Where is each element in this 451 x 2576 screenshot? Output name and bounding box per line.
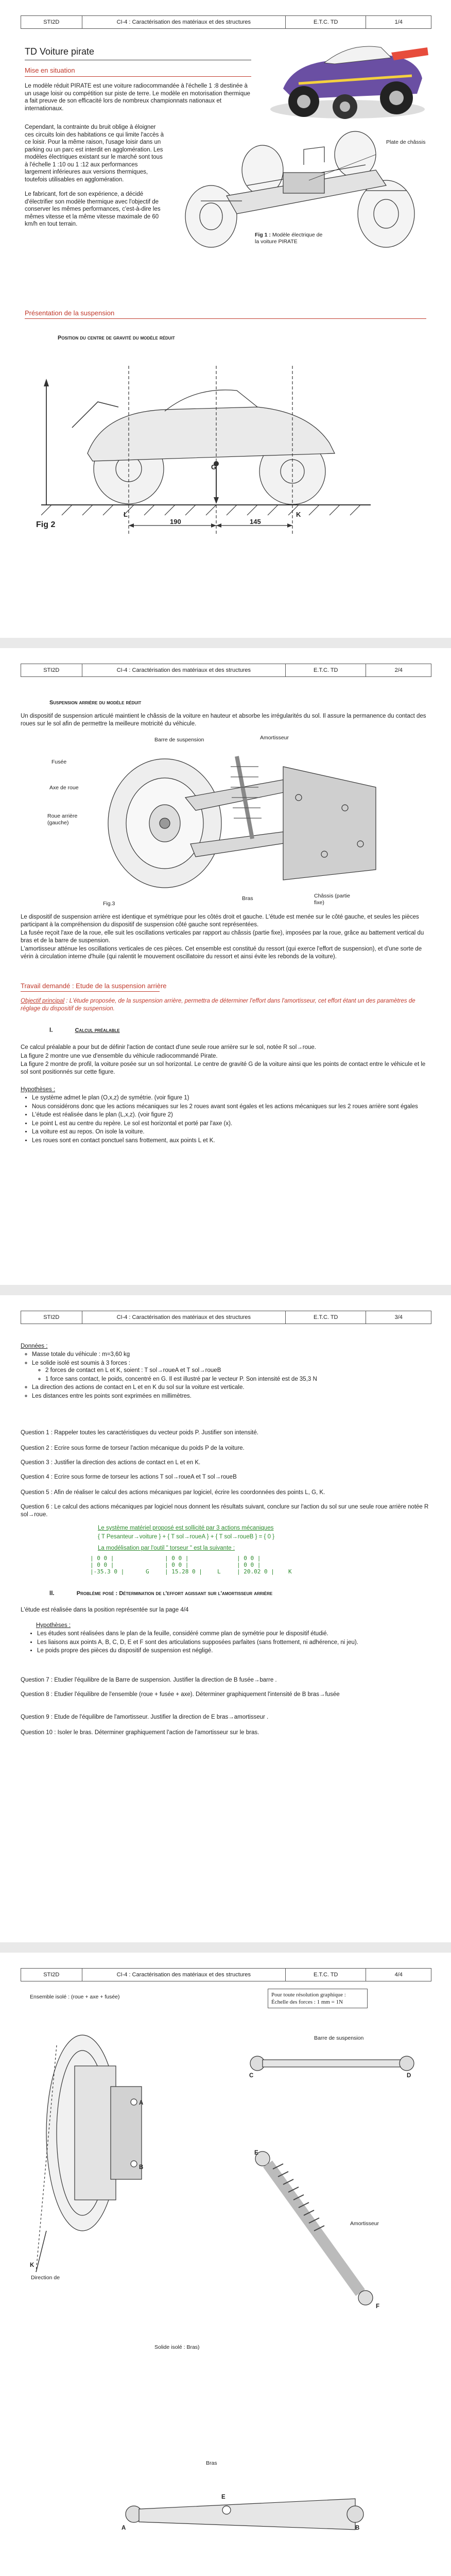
torsor-row: | 20.02 0 | xyxy=(237,1568,274,1575)
suspension-bar-drawing xyxy=(242,2035,427,2081)
point-l-label: L xyxy=(124,511,128,518)
hypotheses-title: Hypothèses : xyxy=(21,1087,56,1093)
calc-paragraph-3: La figure 2 montre de profil, la voiture posée sur un sol horizontal. Le centre de gravité G de la voiture ainsi que les points de contact entre le véhicule et le sol sont positionnés sur cette figure. xyxy=(21,1061,426,1075)
question-3: Question 3 : Justifier la direction des actions de contact en L et en K. xyxy=(21,1460,201,1466)
label-wheel-axle: Axe de roue xyxy=(49,785,79,791)
page-header xyxy=(21,15,431,29)
header-chapter: CI-4 : Caractérisation des matériaux et des structures xyxy=(82,664,286,676)
torsor-row: | 0 0 | xyxy=(165,1555,189,1562)
page-1 xyxy=(0,0,451,638)
figure-3-label: Fig.3 xyxy=(103,901,115,907)
page-header xyxy=(21,1311,431,1324)
suspension-paragraph-1: Le dispositif de suspension arrière est identique et symétrique pour les côtés droit et gauche. L'étude est menée sur le côté gauche, et seules les pièces participant à la compréhension du dispositif de suspension côté gauche sont représentées. xyxy=(21,914,419,928)
question-1: Question 1 : Rappeler toutes les caractéristiques du vecteur poids P. Justifier son intensité. xyxy=(21,1430,258,1436)
dimension-190: 190 xyxy=(170,518,181,526)
preliminary-calc xyxy=(21,1044,432,1083)
torsor-row: | 0 0 | xyxy=(237,1562,261,1568)
calc-paragraph-1: Ce calcul préalable a pour but de définir l'action de contact d'une seule roue arrière sur le sol, notée R sol→roue. xyxy=(21,1044,316,1050)
label-rear-wheel: Roue arrière (gauche) xyxy=(47,813,78,826)
subsection-cog: Position du centre de gravité du modèle réduit xyxy=(58,335,175,341)
chassis-plate-label: Plate de châssis xyxy=(386,139,426,145)
point-b-arm: B xyxy=(355,2525,360,2531)
data-item xyxy=(32,1360,432,1383)
isolated-set-label: Ensemble isolé : (roue + axe + fusée) xyxy=(30,1994,120,2000)
label-arm: Bras xyxy=(242,895,253,902)
point-a-label: A xyxy=(139,2100,144,2106)
point-k-label: K xyxy=(296,511,301,518)
header-chapter: CI-4 : Caractérisation des matériaux et des structures xyxy=(82,1311,286,1324)
page-header xyxy=(21,664,431,677)
section-divider xyxy=(25,76,251,77)
question-9: Question 9 : Etude de l'équilibre de l'amortisseur. Justifier la direction de E bras→amortisseur . xyxy=(21,1714,269,1720)
data-item: ◦ Les distances entre les points sont exprimées en millimètres. xyxy=(32,1393,432,1400)
part-2-number: II. xyxy=(49,1590,55,1597)
header-page-number: 3/4 xyxy=(394,1314,403,1320)
part-2-heading xyxy=(49,1590,272,1598)
header-type: E.T.C. TD xyxy=(286,1311,366,1324)
hypotheses-title: Hypothèses : xyxy=(36,1622,71,1629)
point-k-label: K xyxy=(30,2262,34,2268)
page-2 xyxy=(0,648,451,1285)
question-7: Question 7 : Etudier l'équilibre de la Barre de suspension. Justifier la direction de B fusée→barre . xyxy=(21,1677,277,1683)
hypothesis-item: • Les liaisons aux points A, B, C, D, E et F sont des articulations supposées parfaites (sans frottement, ni adhérence, ni jeu). xyxy=(37,1639,427,1647)
data-item: ◦ Masse totale du véhicule : m=3,60 kg xyxy=(32,1351,432,1359)
scale-line-2: Échelle des forces : 1 mm = 1N xyxy=(271,1999,343,2005)
question-8: Question 8 : Etudier l'équilibre de l'ensemble (roue + fusée + axe). Déterminer graphiquement l'intensité de B bras→fusée xyxy=(21,1691,340,1698)
data-title: Données : xyxy=(21,1343,48,1349)
header-subject: STI2D xyxy=(21,664,82,676)
header-type: E.T.C. TD xyxy=(286,16,366,28)
question-4: Question 4 : Ecrire sous forme de torseur les actions T sol→roueA et T sol→roueB xyxy=(21,1474,237,1480)
objective-text xyxy=(21,997,432,1012)
hypothesis-item: • Le point L est au centre du repère. Le sol est horizontal et porté par l'axe (x). xyxy=(32,1120,432,1128)
point-d-label: D xyxy=(407,2073,411,2079)
torsor-row: |-35.3 0 | xyxy=(90,1568,125,1575)
label-shock: Amortisseur xyxy=(260,735,289,741)
page-3 xyxy=(0,1295,451,1942)
subsection-rear-suspension: Suspension arrière du modèle réduit xyxy=(49,700,142,706)
objective-label: Objectif principal xyxy=(21,998,65,1004)
shock-label: Amortisseur xyxy=(350,2221,379,2227)
torsor-row: | 0 0 | xyxy=(165,1562,189,1568)
rear-suspension-drawing xyxy=(67,736,396,901)
point-g-label: G xyxy=(211,463,217,471)
calc-paragraph-2: La figure 2 montre une vue d'ensemble du véhicule radiocommandé Pirate. xyxy=(21,1053,218,1059)
part-1-title: Calcul préalable xyxy=(75,1027,120,1033)
suspension-paragraph-3: L'amortisseur atténue les oscillations verticales de ces pièces. Cet ensemble est constitué du ressort (qui exerce l'effort de suspension), et d'une sorte de vérin à circulation interne d'huile (qui ralentit le mouvement oscillatoire du ressort et ainsi évite les rebonds de la voiture). xyxy=(21,946,422,960)
car-profile-drawing xyxy=(41,350,371,546)
label-suspension-bar: Barre de suspension xyxy=(154,737,204,743)
intro-paragraph-2: Cependant, la contrainte du bruit oblige à éloigner ces circuits loin des habitations ce qui limite l'accès à ce loisir. Pour la même raison, l'usage loisir dans un parking ou un parc est interdit en agglomération. Les modèles électriques existant sur le marché sont tous à l'échelle 1 :10 ou 1 :12 aux performances largement inférieures aux versions thermiques, toutefois utilisables en agglomération. xyxy=(25,124,164,183)
intro-text xyxy=(25,82,251,120)
intro-text-2 xyxy=(25,124,164,235)
page-title: TD Voiture pirate xyxy=(25,46,95,57)
hypothesis-item: • Les études sont réalisées dans le plan de la feuille, considéré comme plan de symétrie pour le dispositif étudié. xyxy=(37,1630,427,1638)
isolated-arm-label: Solide isolé : Bras) xyxy=(154,2344,200,2350)
hypothesis-item: • Nous considérons donc que les actions mécaniques sur les 2 roues avant sont égales et les actions mécaniques sur les 2 roues arrière sont égales xyxy=(32,1103,432,1111)
header-type: E.T.C. TD xyxy=(286,1969,366,1981)
figure-1-text: Modèle électrique de la voiture PIRATE xyxy=(255,232,323,245)
page-4 xyxy=(0,1953,451,2576)
hypothesis-item: • Le poids propre des pièces du dispositif de suspension est négligé. xyxy=(37,1647,427,1655)
objective-body: : L'étude proposée, de la suspension arrière, permettra de déterminer l'effort dans l'amortisseur, cet effort étant un des paramètres de réglage du dispositif de suspension. xyxy=(21,998,415,1012)
torsor-point-l: L xyxy=(217,1568,221,1575)
torsor-contact-l xyxy=(165,1555,202,1575)
data-item: ◦ La direction des actions de contact en L et en K du sol sur la voiture est verticale. xyxy=(32,1384,432,1392)
header-page-number: 1/4 xyxy=(394,19,403,25)
data-list xyxy=(21,1351,432,1401)
hypothesis-item: • Les roues sont en contact ponctuel sans frottement, aux points L et K. xyxy=(32,1137,432,1145)
header-subject: STI2D xyxy=(21,1969,82,1981)
part-2-title: Problème posé : Détermination de l'effort agissant sur l'amortisseur arrière xyxy=(76,1590,273,1597)
question-2: Question 2 : Ecrire sous forme de torseur l'action mécanique du poids P de la voiture. xyxy=(21,1445,245,1451)
hypothesis-item: • L'étude est réalisée dans le plan (L,x,z). (voir figure 2) xyxy=(32,1111,432,1119)
section-heading-context: Mise en situation xyxy=(25,66,75,74)
figure-2-label: Fig 2 xyxy=(36,520,56,529)
point-b-label: B xyxy=(139,2164,144,2171)
green-model-text: La modélisation par l'outil " torseur " est la suivante : xyxy=(98,1545,235,1551)
arm-label: Bras xyxy=(206,2460,217,2466)
point-f-label: F xyxy=(376,2303,380,2310)
scale-box xyxy=(268,1989,368,2008)
suspension-paragraph-2: La fusée reçoit l'axe de la roue, elle suit les oscillations verticales par rapport au châssis (partie fixe), imposées par la roue, grâce au battement vertical du bras et de la barre de suspension. xyxy=(21,930,424,944)
header-chapter: CI-4 : Caractérisation des matériaux et des structures xyxy=(82,16,286,28)
suspension-bar-label: Barre de suspension xyxy=(314,2035,364,2041)
arm-drawing xyxy=(113,2473,381,2555)
data-item-text: Le solide isolé est soumis à 3 forces : xyxy=(32,1360,131,1366)
label-knuckle: Fusée xyxy=(51,759,67,765)
torsor-row: | 15.28 0 | xyxy=(165,1568,202,1575)
question-10: Question 10 : Isoler le bras. Déterminer graphiquement l'action de l'amortisseur sur le bras. xyxy=(21,1730,259,1736)
header-type: E.T.C. TD xyxy=(286,664,366,676)
torsor-point-k: K xyxy=(288,1568,292,1575)
section-heading-suspension: Présentation de la suspension xyxy=(25,309,115,317)
header-chapter: CI-4 : Caractérisation des matériaux et des structures xyxy=(82,1969,286,1981)
section-heading-work: Travail demandé : Etude de la suspension arrière xyxy=(21,982,167,990)
intro-paragraph-3: Le fabricant, fort de son expérience, a décidé d'électrifier son modèle thermique avec l'objectif de conserver les mêmes performances, c'est-à-dire les mêmes vitesse et la même vitesse maximale de 60 km/h en tout terrain. xyxy=(25,191,161,227)
part-1-number: I. xyxy=(49,1027,53,1033)
scale-line-1: Pour toute résolution graphique : xyxy=(271,1992,346,1998)
torsor-point-g: G xyxy=(146,1568,149,1575)
green-system-text: Le système matériel proposé est sollicité par 3 actions mécaniques xyxy=(98,1525,274,1531)
direction-label: Direction de xyxy=(31,2275,60,2281)
header-subject: STI2D xyxy=(21,1311,82,1324)
study-position: L'étude est réalisée dans la position représentée sur la page 4/4 xyxy=(21,1607,189,1613)
green-equation: { T Pesanteur→voiture } + { T sol→roueA } + { T sol→roueB } = { 0 } xyxy=(98,1534,274,1540)
label-chassis: Châssis (partie fixe) xyxy=(314,893,351,906)
intro-paragraph-1: Le modèle réduit PIRATE est une voiture radiocommandée à l'échelle 1 :8 destinée à un usage loisir ou compétition sur piste de terre. Le modèle en motorisation thermique a fait preuve de son efficacité lors de nombreux championnats nationaux et internationaux. xyxy=(25,83,250,112)
section-divider xyxy=(25,318,426,319)
hypotheses-list xyxy=(26,1630,427,1656)
torsor-row: | 0 0 | xyxy=(90,1555,114,1562)
torsor-weight xyxy=(90,1555,124,1575)
torsor-row: | 0 0 | xyxy=(90,1562,114,1568)
header-subject: STI2D xyxy=(21,16,82,28)
data-sub-item: ◦ 1 force sans contact, le poids, concentré en G. Il est illustré par le vecteur P. Son intensité est de 35,3 N xyxy=(45,1376,432,1383)
hypotheses-list xyxy=(21,1094,432,1145)
header-page-number: 4/4 xyxy=(394,1972,403,1978)
wheel-assembly-drawing xyxy=(26,2004,211,2272)
page-header xyxy=(21,1968,431,1981)
figure-1-caption xyxy=(255,232,327,245)
section-divider xyxy=(21,991,160,992)
rc-car-photo xyxy=(263,32,432,125)
hypothesis-item: • Le système admet le plan (O,x,z) de symétrie. (voir figure 1) xyxy=(32,1094,432,1102)
point-c-label: C xyxy=(249,2073,254,2079)
data-sub-item: ◦ 2 forces de contact en L et K, soient : T sol→roueA et T sol→roueB xyxy=(45,1367,432,1375)
header-page-number: 2/4 xyxy=(394,667,403,673)
part-1-heading xyxy=(49,1027,120,1035)
point-a-arm: A xyxy=(122,2525,126,2531)
point-e-label: E xyxy=(254,2150,258,2156)
suspension-description xyxy=(21,913,432,968)
question-5: Question 5 : Afin de réaliser le calcul des actions mécaniques par logiciel, écrire les coordonnées des points L, G, K. xyxy=(21,1489,325,1496)
question-6: Question 6 : Le calcul des actions mécaniques par logiciel nous donnent les résultats suivant, conclure sur l'action du sol sur une seule roue arrière notée R sol→roue. xyxy=(21,1504,429,1518)
point-e-arm: E xyxy=(221,2494,226,2500)
hypothesis-item: • La voiture est au repos. On isole la voiture. xyxy=(32,1128,432,1136)
suspension-intro: Un dispositif de suspension articulé maintient le châssis de la voiture en hauteur et absorbe les irrégularités du sol. Il assure la permanence du contact des roues sur le sol afin de permettre la meilleure motricité du véhicule. xyxy=(21,713,426,727)
dimension-145: 145 xyxy=(250,518,261,526)
torsor-contact-k xyxy=(237,1555,274,1575)
figure-1-number: Fig 1 : xyxy=(255,232,271,238)
torsor-row: | 0 0 | xyxy=(237,1555,261,1562)
